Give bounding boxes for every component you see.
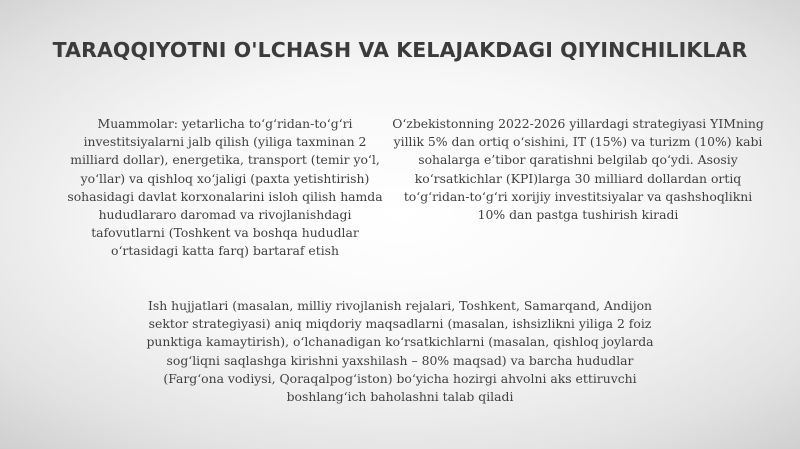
strategy-text: O‘zbekistonning 2022-2026 yillardagi strategiyasi YIMning yillik 5% dan ortiq o‘sishini, IT (15%) va turizm (10%) kabi sohalarga e’tibor qaratishni belgilab qo‘ydi. Asosiy ko‘rsatkichlar (KPI)larga 30 milliard dollardan ortiq to‘g‘ridan-to‘g‘ri xorijiy investitsiyalar va qashshoqlikni 10% dan pastga tushirish kiradi xyxy=(392,116,764,223)
documents-text: Ish hujjatlari (masalan, milliy rivojlanish rejalari, Toshkent, Samarqand, Andijon sektor strategiyasi) aniq miqdoriy maqsadlarni (masalan, ishsizlikni yiliga 2 foiz punktiga kamaytirish), o‘lchanadigan ko‘rsatkichlarni (masalan, qishloq joylarda sog‘liqni saqlashga kirishni yaxshilash – 80% maqsad) va barcha hududlar (Farg‘ona vodiysi, Qoraqalpog‘iston) bo‘yicha hozirgi ahvolni aks ettiruvchi boshlang‘ich baholashni talab qiladi xyxy=(146,298,654,405)
challenges-text: Muammolar: yetarlicha to‘g‘ridan-to‘g‘ri investitsiyalarni jalb qilish (yiliga taxminan 2 milliard dollar), energetika, transport (temir yo‘l, yo‘llar) va qishloq xo‘jaligi (paxta yetishtirish) sohasidagi davlat korxonalarini isloh qilish hamda hududlararo daromad va rivojlanishdagi tafovutlarni (Toshkent va boshqa hududlar o‘rtasidagi katta farq) bartaraf etish xyxy=(67,116,383,259)
slide-title: TARAQQIYOTNI O'LCHASH VA KELAJAKDAGI QIYINCHILIKLAR xyxy=(52,38,748,62)
